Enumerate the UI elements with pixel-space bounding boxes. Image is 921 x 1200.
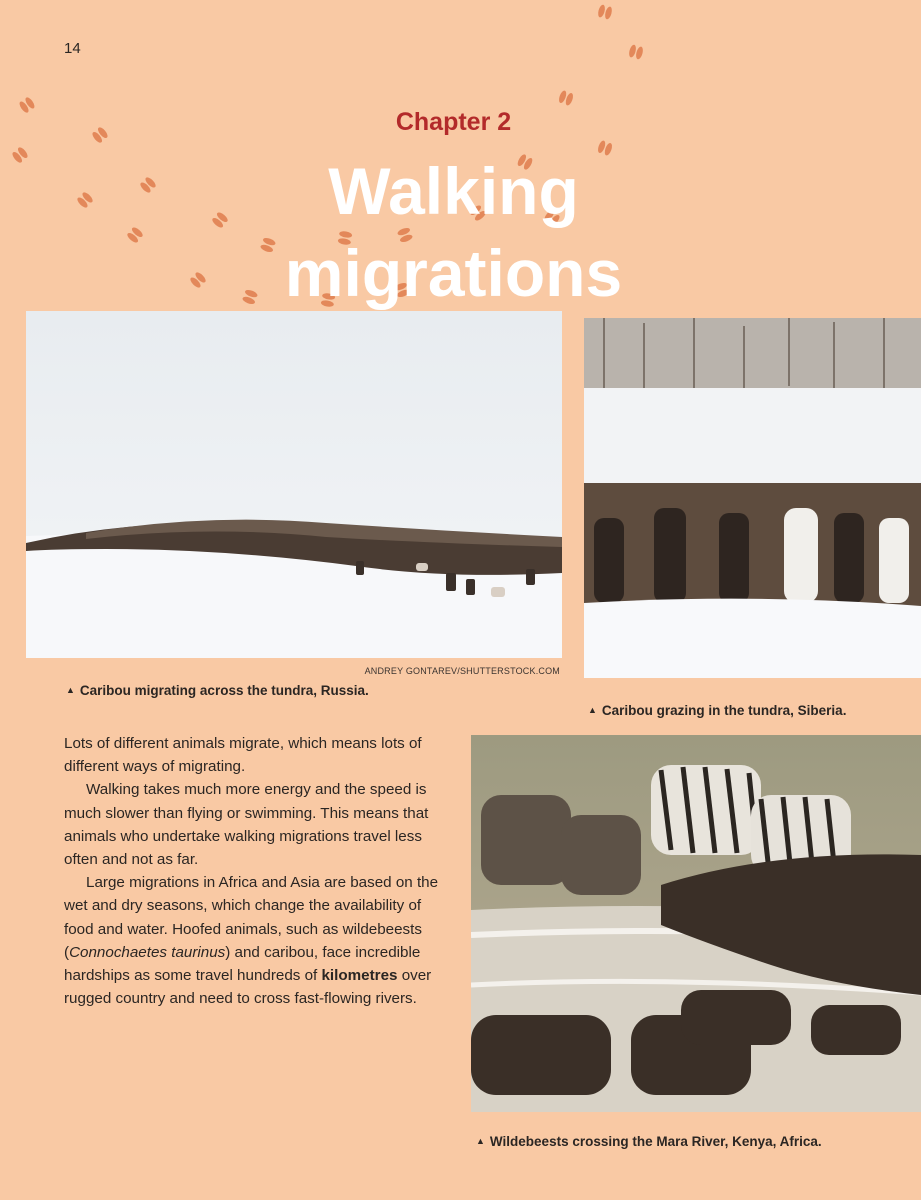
- caption-text: Caribou migrating across the tundra, Russia.: [79, 683, 369, 698]
- paragraph-3: [64, 871, 454, 1010]
- paragraph-1: Lots of different animals migrate, which means lots of different ways of migrating.: [64, 735, 422, 776]
- photo-wildebeest-river: [471, 735, 921, 1112]
- chapter-title-line-1: Walking: [328, 154, 579, 228]
- species-name: Connochaetes taurinus: [69, 943, 226, 961]
- caption-caribou-grazing: [588, 703, 846, 718]
- chapter-title-line-2: migrations: [284, 236, 623, 310]
- caption-marker-icon: ▲: [66, 685, 75, 695]
- caption-text: Wildebeests crossing the Mara River, Kenya, Africa.: [489, 1134, 822, 1149]
- chapter-title: [0, 150, 907, 314]
- paragraph-3-part-2: ) and caribou, face incredible hardships as some travel hundreds of: [64, 943, 421, 985]
- photo-caribou-grazing: [584, 318, 921, 678]
- caption-marker-icon: ▲: [588, 705, 597, 715]
- page-number: 14: [64, 40, 81, 57]
- photo-caribou-tundra: [26, 311, 562, 658]
- body-text: [64, 732, 454, 1010]
- caption-text: Caribou grazing in the tundra, Siberia.: [601, 703, 847, 718]
- caption-marker-icon: ▲: [476, 1136, 485, 1146]
- paragraph-3-part-1: Large migrations in Africa and Asia are based on the wet and dry seasons, which change the availability of food and water. Hoofed animals, such as wildebeests (: [64, 874, 439, 961]
- glossary-term: kilometres: [321, 967, 398, 985]
- caption-wildebeest-river: [476, 1134, 822, 1149]
- paragraph-2: Walking takes much more energy and the speed is much slower than flying or swimming. This means that animals who undertake walking migrations travel less often and not as far.: [64, 781, 429, 869]
- caption-caribou-tundra: [66, 683, 369, 698]
- chapter-label: Chapter 2: [395, 108, 512, 136]
- photo-credit: ANDREY GONTAREV/SHUTTERSTOCK.COM: [364, 666, 560, 676]
- paragraph-3-part-3: over rugged country and need to cross fast-flowing rivers.: [64, 967, 432, 1008]
